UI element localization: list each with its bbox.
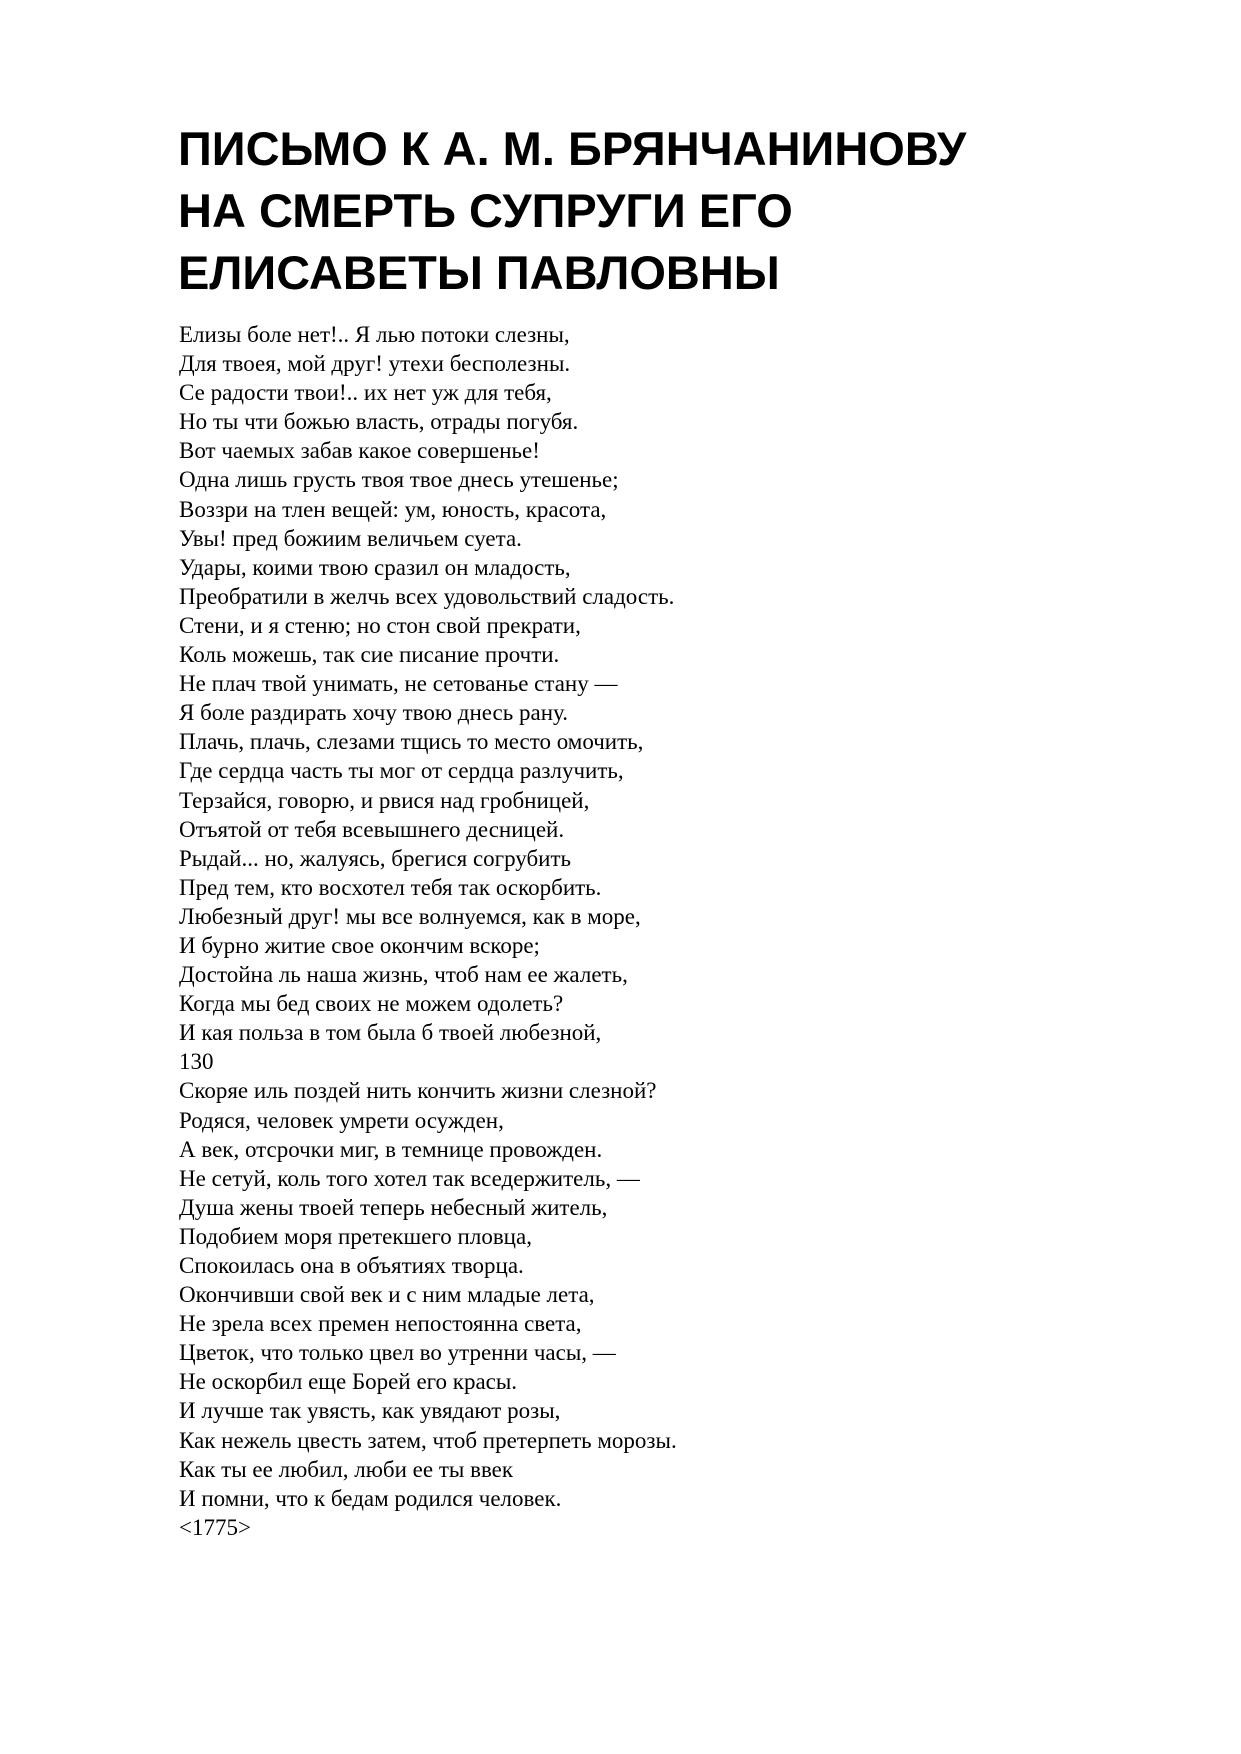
poem-line: Для твоея, мой друг! утехи бесполезны. <box>179 351 571 377</box>
poem-line: Стени, и я стеню; но стон свой прекрати, <box>179 612 581 638</box>
poem-line: Достойна ль наша жизнь, чтоб нам ее жалеть, <box>179 962 628 988</box>
poem-line: Как ты ее любил, люби ее ты ввек <box>179 1456 514 1482</box>
poem-line: Любезный друг! мы все волнуемся, как в море, <box>179 903 641 929</box>
poem-date: <1775> <box>179 1514 251 1540</box>
poem-line: Не сетуй, коль того хотел так вседержитель, — <box>179 1165 640 1191</box>
poem-line: Коль можешь, так сие писание прочти. <box>179 642 560 668</box>
poem-line: Спокоилась она в объятиях творца. <box>179 1253 524 1278</box>
poem-line: Цветок, что только цвел во утренни часы, — <box>179 1340 616 1366</box>
poem-line: Терзайся, говорю, и рвися над гробницей, <box>179 787 590 813</box>
poem-line: Удары, коими твою сразил он младость, <box>179 554 571 580</box>
poem-line: А век, отсрочки миг, в темнице провожден. <box>179 1136 603 1162</box>
poem-line: И лучше так увясть, как увядают розы, <box>179 1398 561 1424</box>
poem-line: Родяся, человек умрети осужден, <box>179 1107 504 1133</box>
poem-line: Одна лишь грусть твоя твое днесь утешенье; <box>179 467 619 493</box>
poem-line: Плачь, плачь, слезами тщись то место омочить, <box>179 729 644 755</box>
poem-line: Вот чаемых забав какое совершенье! <box>179 438 540 464</box>
poem-line: Преобратили в желчь всех удовольствий сладость. <box>179 583 675 609</box>
poem-line: Увы! пред божиим величьем суета. <box>179 525 522 551</box>
poem-line: Воззри на тлен вещей: ум, юность, красота, <box>179 496 607 522</box>
poem-line: Не зрела всех премен непостоянна света, <box>179 1311 582 1337</box>
poem-line: Рыдай... но, жалуясь, брегися согрубить <box>179 845 572 871</box>
poem-line: Отъятой от тебя всевышнего десницей. <box>179 816 565 842</box>
poem-body <box>179 320 1079 1542</box>
poem-line: Не оскорбил еще Борей его красы. <box>179 1369 518 1395</box>
title-line: ЕЛИСАВЕТЫ ПАВЛОВНЫ <box>178 246 780 299</box>
poem-line: Скоряе иль поздей нить кончить жизни слезной? <box>179 1078 657 1104</box>
poem-line: Душа жены твоей теперь небесный житель, <box>179 1194 608 1220</box>
poem-line: Я боле раздирать хочу твою днесь рану. <box>179 700 568 726</box>
poem-line: Пред тем, кто восхотел тебя так оскорбить. <box>179 874 602 900</box>
page-number: 130 <box>179 1049 214 1075</box>
poem-line: И бурно житие свое окончим вскоре; <box>179 932 540 958</box>
poem-line: Как нежель цвесть затем, чтоб претерпеть морозы. <box>179 1427 677 1453</box>
poem-line: Се радости твои!.. их нет уж для тебя, <box>179 380 552 406</box>
poem-line: Не плач твой унимать, не сетованье стану — <box>179 671 618 697</box>
poem-line: Но ты чти божью власть, отрады погубя. <box>179 409 579 435</box>
poem-line: Когда мы бед своих не можем одолеть? <box>179 991 564 1017</box>
poem-line: И помни, что к бедам родился человек. <box>179 1485 562 1511</box>
poem-line: И кая польза в том была б твоей любезной, <box>179 1020 602 1046</box>
poem-line: Окончивши свой век и с ним младые лета, <box>179 1282 595 1308</box>
poem-line: Елизы боле нет!.. Я лью потоки слезны, <box>179 322 570 347</box>
title-line: НА СМЕРТЬ СУПРУГИ ЕГО <box>178 184 793 237</box>
page-title <box>178 118 1158 304</box>
poem-line: Подобием моря претекшего пловца, <box>179 1223 532 1249</box>
poem-line: Где сердца часть ты мог от сердца разлучить, <box>179 758 624 784</box>
title-line: ПИСЬМО К А. М. БРЯНЧАНИНОВУ <box>178 122 967 175</box>
